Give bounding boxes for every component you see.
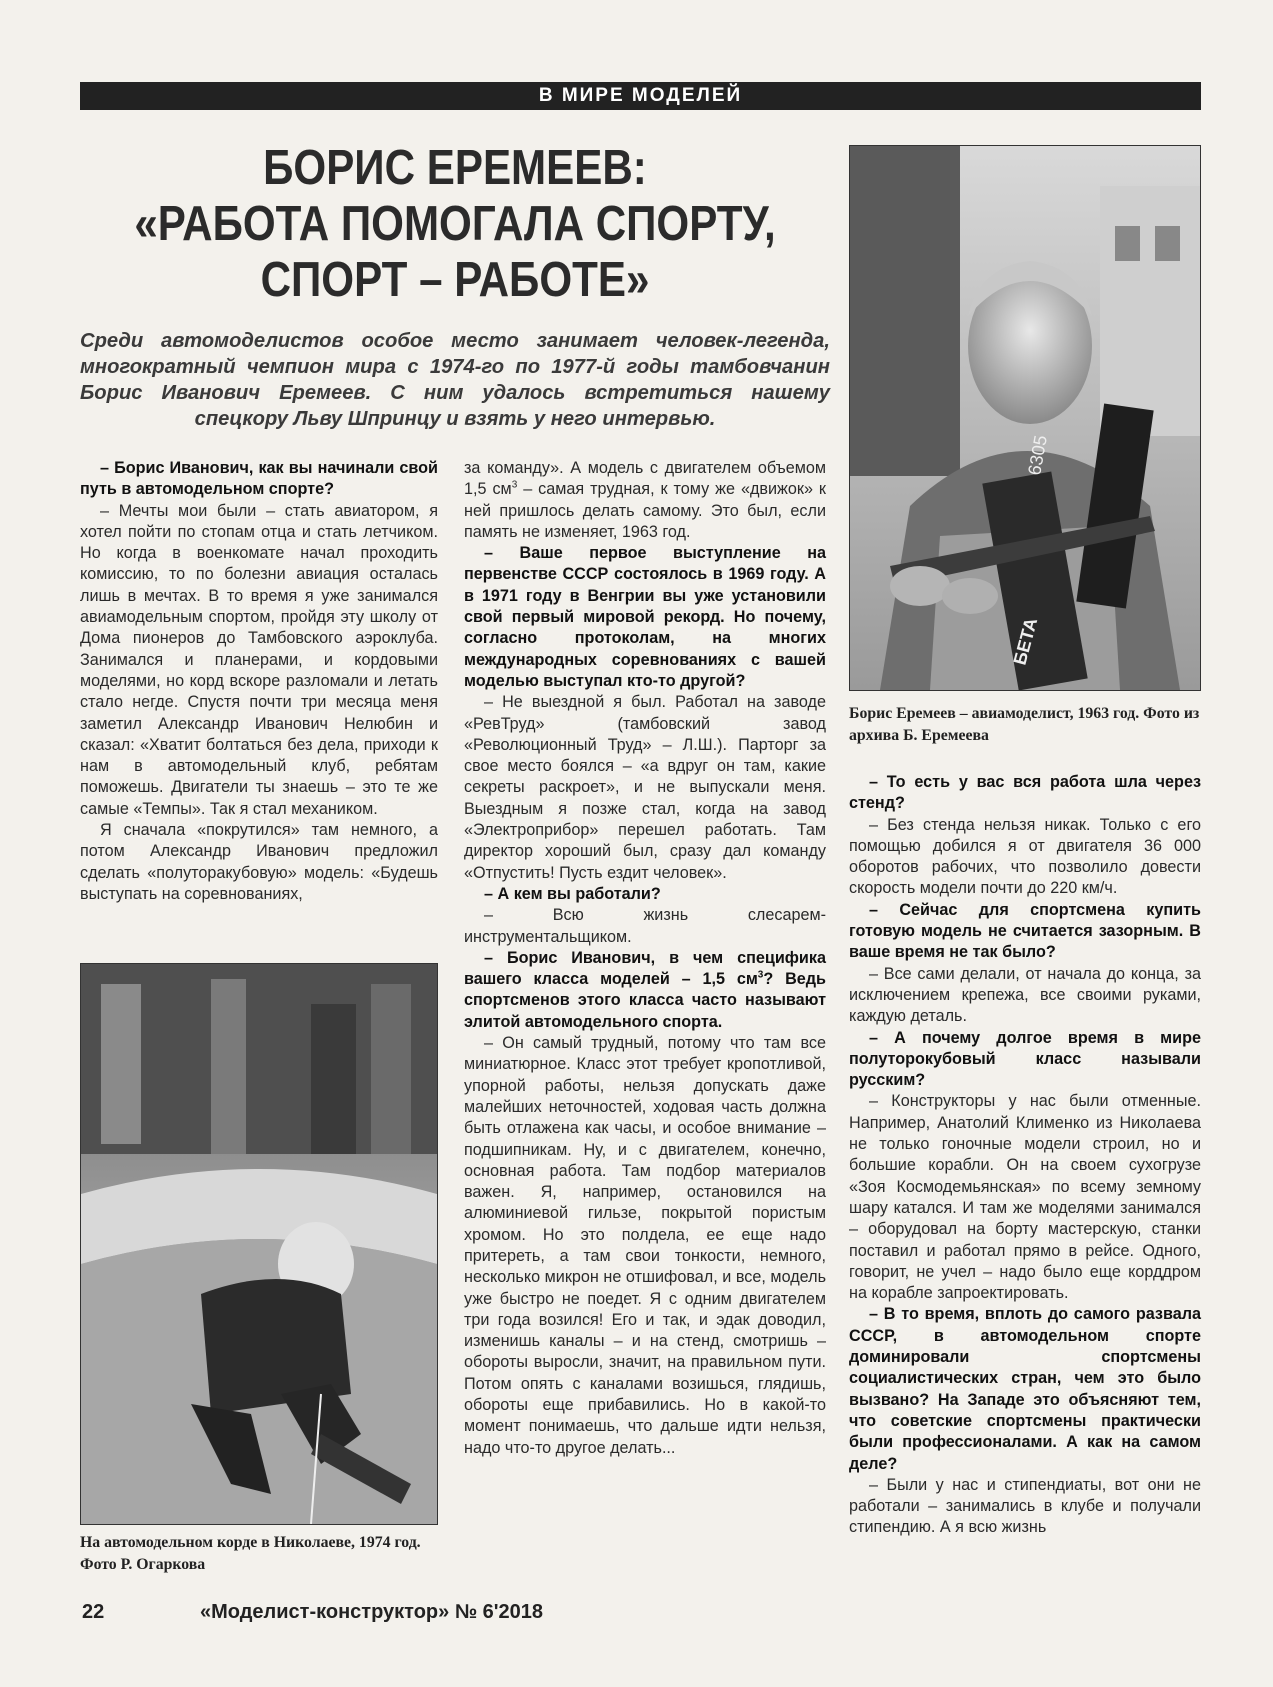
answer: – Без стенда нельзя никак. Только с его помощью добился я от двигателя 36 000 оборотов рабочих, что позволило довести скорость модели почти до 220 км/ч. (849, 815, 1201, 898)
section-header: В МИРЕ МОДЕЛЕЙ (80, 82, 1201, 110)
portrait-photo-image (850, 146, 1200, 690)
column-2 (464, 458, 826, 1459)
question: – В то время, вплоть до самого развала СССР, в автомодельном спорте доминировали спортсмены социалистических стран, чем это было вызвано? На Западе это объясняют тем, что советские спортсмены практически были профессионалами. А как на самом деле? (849, 1305, 1201, 1473)
answer-part: за команду». А модель с двигателем объемом 1,5 см (464, 459, 826, 499)
question: – А кем вы работали? (484, 884, 661, 903)
portrait-caption: Борис Еремеев – авиамоделист, 1963 год. Фото из архива Б. Еремеева (849, 705, 1200, 744)
cord-caption: На автомодельном корде в Николаеве, 1974 год. Фото Р. Огаркова (80, 1534, 421, 1573)
question (464, 948, 826, 1033)
model-label-beta: БЕТА (1009, 615, 1042, 668)
question: – Сейчас для спортсмена купить готовую модель не считается зазорным. В ваше время не так было? (849, 900, 1201, 962)
question: – А почему долгое время в мире полуторокубовый класс называли русским? (849, 1028, 1201, 1090)
question: – То есть у вас вся работа шла через стенд? (849, 773, 1201, 813)
headline-line-1: БОРИС ЕРЕМЕЕВ: (263, 141, 647, 195)
cord-photo (80, 963, 438, 1525)
column-3 (849, 772, 1201, 1539)
answer: – Всю жизнь слесарем-инструментальщиком. (464, 906, 826, 946)
question-part: – Борис Иванович, в чем специфика вашего класса моделей – 1,5 см (464, 948, 826, 989)
answer (464, 458, 826, 543)
answer: – Все сами делали, от начала до конца, за исключением крепежа, все своими руками, каждую деталь. (849, 964, 1201, 1026)
page-number: 22 (82, 1601, 105, 1623)
answer: – Мечты мои были – стать авиатором, я хотел пойти по стопам отца и стать летчиком. Но когда в военкомате начал проходить комиссию, то по болезни авиация осталась лишь в мечтах. В то время я уже занимался авиамодельным спортом, пройдя эту школу от Дома пионеров до Тамбовского аэроклуба. Занимался и планерами, и кордовыми моделями, но корд вскоре разломали и летать стало негде. Спустя почти три месяца меня заметил Александр Иванович Нелюбин и сказал: «Хватит болтаться без дела, приходи к нам в автомодельный клуб, ребятам поможешь. Двигатели ты знаешь – это те же самые «Темпы». Так я стал механиком. (80, 501, 438, 818)
answer-part: – самая трудная, к тому же «движок» к ней пришлось делать самому. Это был, если память не изменяет, 1963 год. (464, 480, 826, 541)
answer: – Не выездной я был. Работал на заводе «РевТруд» (тамбовский завод «Революционный Труд» – Л.Ш.). Парторг за свое место боялся – «а вдруг он там, какие секреты раскроет», и не выпускали меня. Выездным я позже стал, когда на завод «Электроприбор» перешел работать. Там директор хороший был, сразу дал команду «Отпустить! Пусть ездит человек». (464, 693, 826, 882)
superscript: 3 (511, 479, 518, 491)
column-1 (80, 458, 438, 905)
answer: – Он самый трудный, потому что там все миниатюрное. Класс этот требует кропотливой, упорной работы, нельзя допускать даже малейших неточностей, ходовая часть должна быть отлажена как часы, и особое внимание – подшипникам. Ну, и с двигателем, конечно, основная работа. Там подбор материалов важен. Я, например, остановился на алюминиевой гильзе, покрытой пористым хромом. Но это полдела, ее еще надо притереть, а там свои тонкости, немного, несколько микрон не отшифовал, и все, модель уже быстро не поедет. Я с одним двигателем три года возился! Его и так, и эдак доводил, изменишь каналы – и на стенд, смотришь – обороты выросли, значит, на правильном пути. Потом опять с каналами возишься, глядишь, обороты еще прибавились. Но в какой-то момент понимаешь, что дальше идти нельзя, надо что-то другое делать... (464, 1034, 826, 1457)
headline-line-3: СПОРТ – РАБОТЕ» (260, 253, 650, 307)
lead-paragraph: Среди автомоделистов особое место занимает человек-легенда, многократный чемпион мира с 1974-го по 1977-й годы тамбовчанин Борис Иванович Еремеев. С ним удалось встретиться нашему спецкору Льву Шпринцу и взять у него интервью. (80, 330, 830, 430)
cord-photo-image (81, 964, 437, 1524)
model-label-6305: 6305 (1024, 433, 1051, 477)
article-headline (133, 140, 778, 308)
superscript: 3 (757, 969, 764, 981)
answer: – Конструкторы у нас были отменные. Например, Анатолий Клименко из Николаева не только гоночные модели строил, но и большие корабли. Он на своем сухогрузе «Зоя Космодемьянская» по всему земному шару катался. И там же моделями занимался – оборудовал на борту мастерскую, станки поставил и работал прямо в рейсе. Одного, говорит, не учел – надо было еще корддром на корабле запроектировать. (849, 1092, 1201, 1303)
question-part: ? Ведь спортсменов этого класса часто называют элитой автомодельного спорта. (464, 970, 826, 1031)
answer: – Были у нас и стипендиаты, вот они не работали – занимались в клубе и получали стипендию. А я всю жизнь (849, 1475, 1201, 1537)
question: – Борис Иванович, как вы начинали свой путь в автомодельном спорте? (80, 459, 438, 499)
magazine-title: «Моделист-конструктор» № 6'2018 (200, 1601, 544, 1623)
answer: Я сначала «покрутился» там немного, а потом Александр Иванович предложил сделать «полуторакубовую» модель: «Будешь выступать на соревнованиях, (80, 821, 438, 903)
question: – Ваше первое выступление на первенстве СССР состоялось в 1969 году. А в 1971 году в Венгрии вы уже установили свой первый мировой рекорд. Но почему, согласно протоколам, на многих международных соревнованиях с вашей моделью выступал кто-то другой? (464, 544, 826, 690)
headline-line-2: «РАБОТА ПОМОГАЛА СПОРТУ, (134, 197, 776, 251)
portrait-photo (849, 145, 1201, 691)
